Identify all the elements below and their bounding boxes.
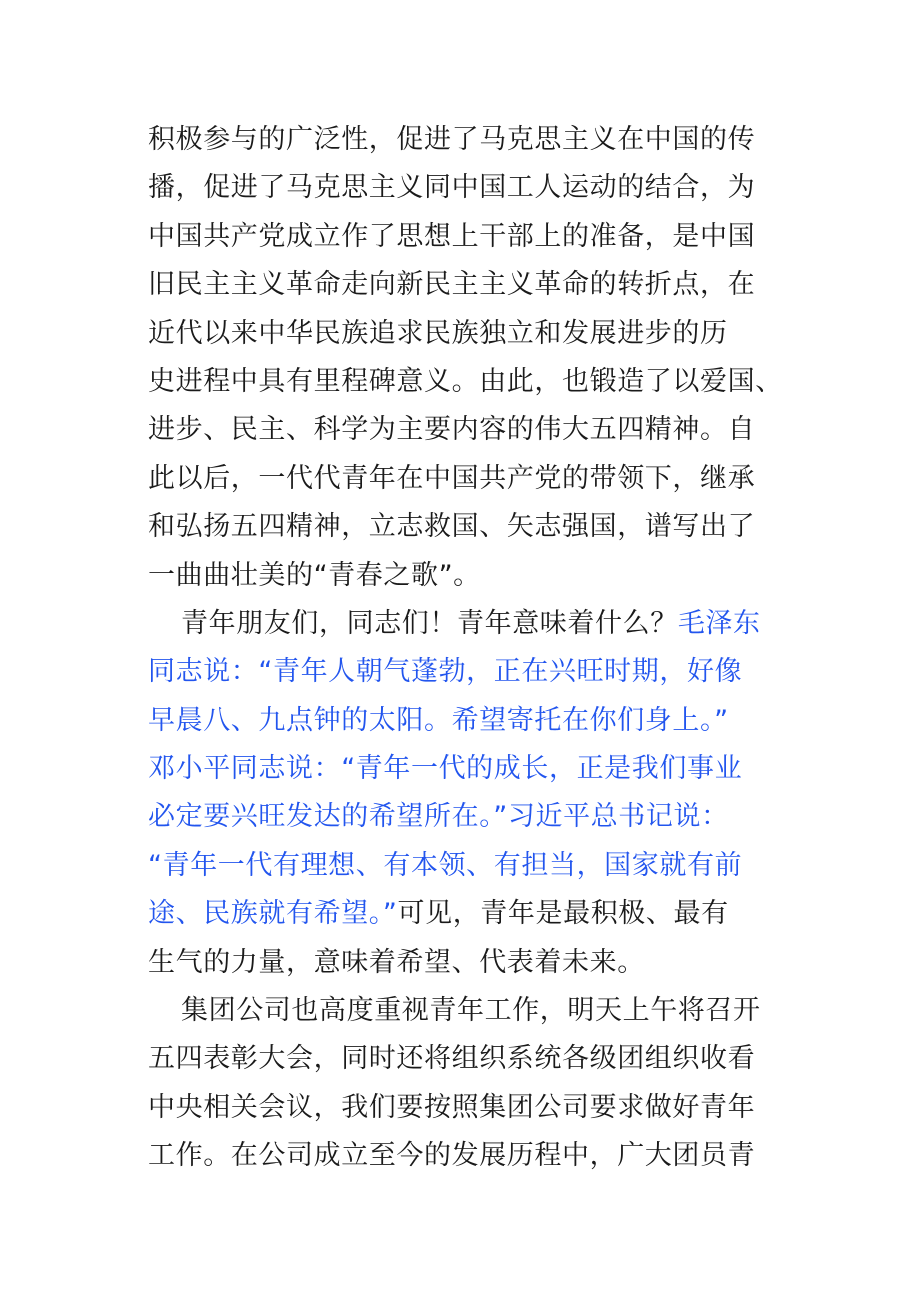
paragraph-2-quote-line: 必定要兴旺发达的希望所在。”习近平总书记说：	[148, 801, 729, 833]
paragraph-2-quote-line: 同志说：“青年人朝气蓬勃，正在兴旺时期，好像	[148, 656, 743, 688]
paragraph-3-line: 五四表彰大会，同时还将组织系统各级团组织收看	[148, 1043, 756, 1075]
document-body	[148, 116, 783, 1181]
paragraph-2-quote-text: 途、民族就有希望。”	[148, 898, 398, 930]
paragraph-2-line	[148, 600, 778, 648]
paragraph-2-quote-text: 毛泽东	[677, 607, 761, 639]
paragraph-1-line: 此以后，一代代青年在中国共产党的带领下，继承	[148, 462, 756, 494]
paragraph-2-quote-line: 邓小平同志说：“青年一代的成长，正是我们事业	[148, 753, 743, 785]
paragraph-3-line: 集团公司也高度重视青年工作，明天上午将召开	[181, 995, 761, 1027]
paragraph-1-line: 进步、民主、科学为主要内容的伟大五四精神。自	[148, 414, 756, 446]
paragraph-2-line	[148, 890, 778, 938]
paragraph-1-line: 史进程中具有里程碑意义。由此，也锻造了以爱国、	[148, 365, 783, 397]
paragraph-1-line: 近代以来中华民族追求民族独立和发展进步的历	[148, 317, 728, 349]
paragraph-1-line: 和弘扬五四精神，立志救国、矢志强国，谱写出了	[148, 511, 756, 543]
paragraph-2-line: 生气的力量，意味着希望、代表着未来。	[148, 946, 645, 978]
paragraph-3-line: 工作。在公司成立至今的发展历程中，广大团员青	[148, 1140, 756, 1172]
paragraph-1-line: 一曲曲壮美的“青春之歌”。	[148, 559, 481, 591]
paragraph-2-quote-line: 早晨八、九点钟的太阳。希望寄托在你们身上。”	[148, 704, 729, 736]
paragraph-2-plain-text: 青年朋友们，同志们！青年意味着什么？	[181, 607, 678, 639]
paragraph-1-line: 积极参与的广泛性，促进了马克思主义在中国的传	[148, 124, 756, 155]
paragraph-2-quote-line: “青年一代有理想、有本领、有担当，国家就有前	[148, 849, 743, 881]
paragraph-3-line: 中央相关会议，我们要按照集团公司要求做好青年	[148, 1091, 756, 1123]
paragraph-1-line: 中国共产党成立作了思想上干部上的准备，是中国	[148, 220, 756, 252]
paragraph-2-plain-text: 可见，青年是最积极、最有	[397, 898, 729, 930]
paragraph-1-line: 旧民主主义革命走向新民主主义革命的转折点，在	[148, 269, 756, 301]
paragraph-1-line: 播，促进了马克思主义同中国工人运动的结合，为	[148, 172, 756, 204]
